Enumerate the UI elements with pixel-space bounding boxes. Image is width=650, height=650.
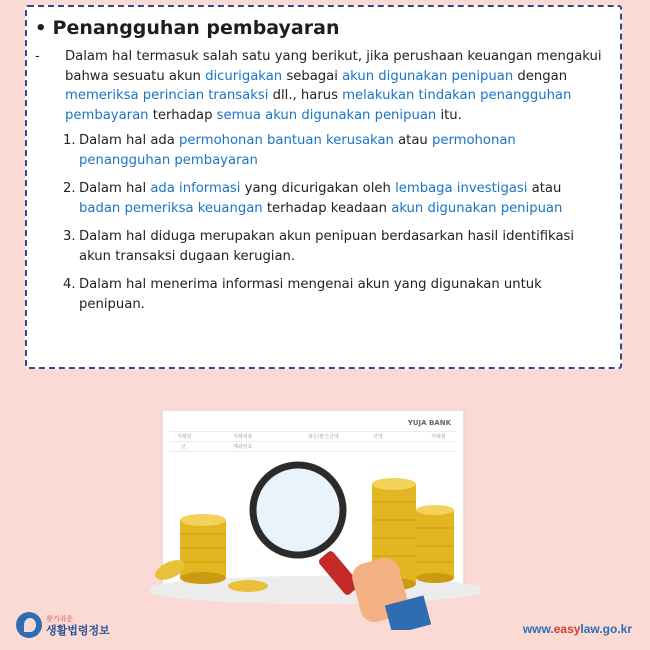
highlighted-text: ada informasi bbox=[150, 181, 241, 196]
column-header: 거래일 bbox=[177, 434, 192, 440]
bank-name: YUJA BANK bbox=[407, 419, 451, 427]
list-item bbox=[63, 179, 602, 218]
intro-paragraph bbox=[35, 47, 602, 125]
text-segment: atau bbox=[527, 181, 562, 196]
highlighted-text: memeriksa perincian transaksi bbox=[65, 88, 269, 103]
item-text bbox=[79, 275, 602, 314]
highlighted-text: permohonan bantuan kerusakan bbox=[179, 133, 394, 148]
column-header: 거래점 bbox=[431, 434, 446, 440]
logo-mark-icon bbox=[16, 612, 42, 638]
highlighted-text: dicurigakan bbox=[205, 68, 283, 84]
text-segment: terhadap keadaan bbox=[262, 200, 392, 216]
highlighted-text: akun digunakan penipuan bbox=[342, 68, 514, 84]
url-prefix: www. bbox=[522, 622, 554, 636]
text-segment: Dalam hal termasuk salah satu yang berikut, jika perushaan keuangan mengakui bahwa sesuatu akun bbox=[65, 49, 602, 84]
text-segment: terhadap bbox=[148, 107, 217, 123]
item-number: 1. bbox=[63, 133, 76, 148]
text-segment: dll., harus bbox=[268, 88, 343, 103]
text-segment: Dalam hal ada bbox=[79, 133, 180, 148]
condition-list bbox=[63, 131, 602, 314]
url-suffix: law.go.kr bbox=[580, 622, 632, 636]
item-number: 4. bbox=[63, 277, 76, 292]
list-item bbox=[63, 227, 602, 266]
dash-marker: - bbox=[35, 49, 40, 64]
illustration bbox=[150, 410, 480, 630]
highlighted-text: badan pemeriksa keuangan bbox=[79, 200, 263, 216]
highlighted-text: lembaga investigasi bbox=[395, 181, 528, 196]
text-segment: Dalam hal menerima informasi mengenai akun yang digunakan untuk penipuan. bbox=[79, 277, 542, 312]
text-segment: Dalam hal diduga merupakan akun penipuan berdasarkan hasil identifikasi akun transaksi dugaan kerugian. bbox=[79, 229, 575, 264]
logo-tagline: 찾기쉬운 bbox=[46, 615, 74, 623]
item-number: 3. bbox=[63, 229, 76, 244]
title-text: Penangguhan pembayaran bbox=[52, 17, 340, 39]
text-segment: dengan bbox=[513, 68, 568, 84]
highlighted-text: akun digunakan penipuan bbox=[391, 200, 563, 216]
text-segment: atau bbox=[393, 133, 432, 148]
item-text bbox=[79, 179, 602, 218]
coin-icon bbox=[228, 580, 268, 592]
coin-stack-icon bbox=[180, 514, 226, 584]
text-segment: yang dicurigakan oleh bbox=[240, 181, 396, 196]
list-item bbox=[63, 131, 602, 170]
highlighted-text: permohonan penangguhan pembayaran bbox=[79, 133, 516, 168]
column-header: 잔액 bbox=[373, 434, 383, 440]
item-number: 2. bbox=[63, 181, 76, 196]
website-link[interactable] bbox=[523, 622, 632, 636]
intro-text bbox=[65, 47, 602, 125]
logo-name: 생활법령정보 bbox=[46, 624, 110, 637]
brand-logo bbox=[16, 612, 110, 638]
section-title bbox=[35, 17, 602, 39]
column-subheader: 계좌번호 bbox=[233, 444, 253, 450]
column-header: 거래내용 bbox=[233, 434, 253, 440]
text-segment: sebagai bbox=[282, 68, 343, 84]
item-text bbox=[79, 131, 602, 170]
coins-and-magnifier bbox=[150, 410, 480, 630]
list-item bbox=[63, 275, 602, 314]
highlighted-text: melakukan tindakan penangguhan pembayaran bbox=[65, 88, 572, 123]
item-text bbox=[79, 227, 602, 266]
url-brand: easy bbox=[553, 622, 581, 636]
column-header: 찾은/맡긴금액 bbox=[308, 434, 339, 440]
coin-stack-icon bbox=[416, 505, 454, 583]
highlighted-text: semua akun digunakan penipuan bbox=[216, 107, 437, 123]
text-segment: Dalam hal bbox=[79, 181, 151, 196]
text-segment: itu. bbox=[436, 107, 462, 123]
info-card bbox=[25, 5, 622, 369]
column-subheader: 년 bbox=[181, 444, 186, 450]
bullet-icon: • bbox=[35, 17, 47, 39]
